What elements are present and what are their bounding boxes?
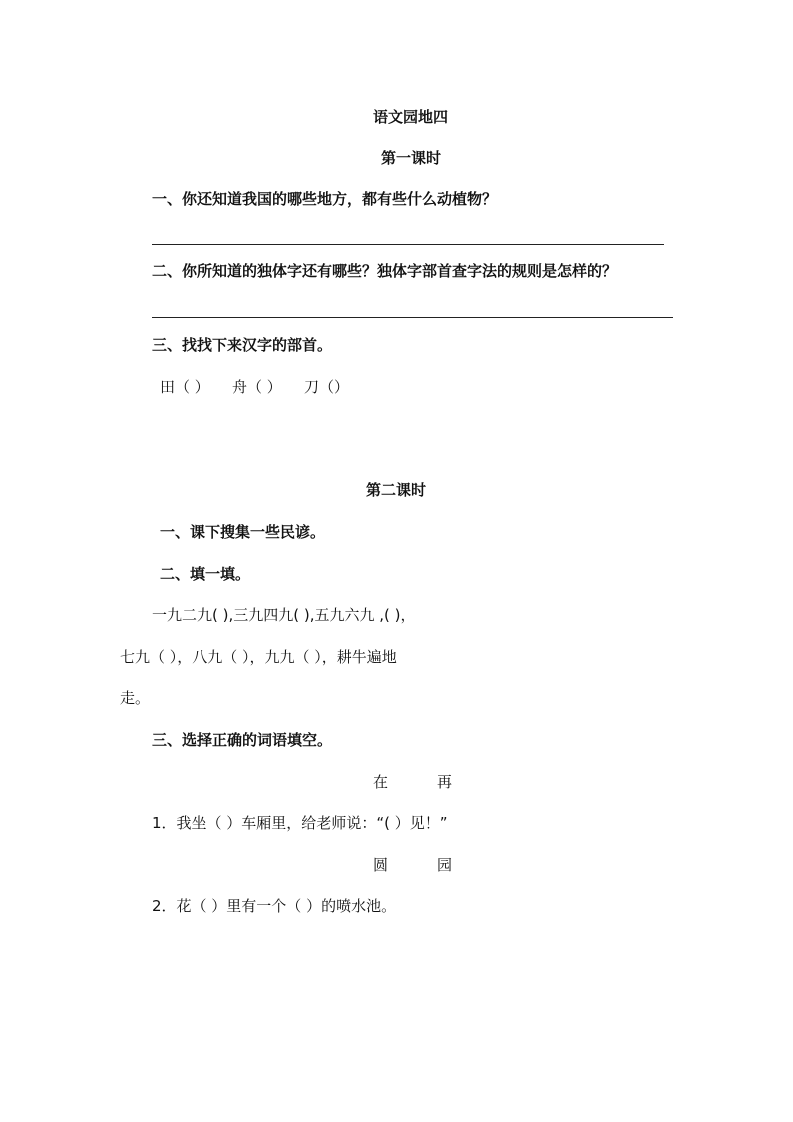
lesson1-question-2: 二、你所知道的独体字还有哪些？独体字部首查字法的规则是怎样的？ (152, 262, 618, 280)
answer-line-2[interactable] (152, 317, 673, 318)
radical-item-zhou: 舟（ ） (232, 378, 282, 396)
lesson2-heading: 第二课时 (366, 481, 427, 499)
lesson1-question-3: 三、找找下来汉字的部首。 (152, 336, 333, 354)
radical-item-dao: 刀（） (304, 378, 350, 396)
word-choice-zai: 在 (373, 773, 389, 791)
word-choice-zai-again: 再 (437, 773, 453, 791)
answer-line-1[interactable] (152, 244, 664, 245)
fill-line-1: 一九二九( ),三九四九( ),五九六九 ,( )， (152, 606, 416, 624)
lesson2-question-1: 一、课下搜集一些民谚。 (160, 523, 326, 541)
fill-line-2: 七九（ ），八九（ ），九九（ ），耕牛遍地 (120, 648, 397, 666)
lesson2-question-3: 三、选择正确的词语填空。 (152, 731, 333, 749)
lesson2-question-2: 二、填一填。 (160, 565, 251, 583)
word-choice-yuan-round: 圆 (373, 856, 389, 874)
sentence-2: 2．花（ ）里有一个（ ）的喷水池。 (152, 897, 397, 915)
sentence-1: 1．我坐（ ）车厢里，给老师说：“( ）见！” (152, 814, 448, 832)
word-choice-yuan-garden: 园 (437, 856, 453, 874)
lesson1-heading: 第一课时 (381, 149, 442, 167)
fill-line-3: 走。 (120, 689, 151, 707)
lesson1-question-1: 一、你还知道我国的哪些地方，都有些什么动植物？ (152, 190, 498, 208)
radical-item-tian: 田（ ） (160, 378, 210, 396)
page-title: 语文园地四 (373, 108, 449, 126)
